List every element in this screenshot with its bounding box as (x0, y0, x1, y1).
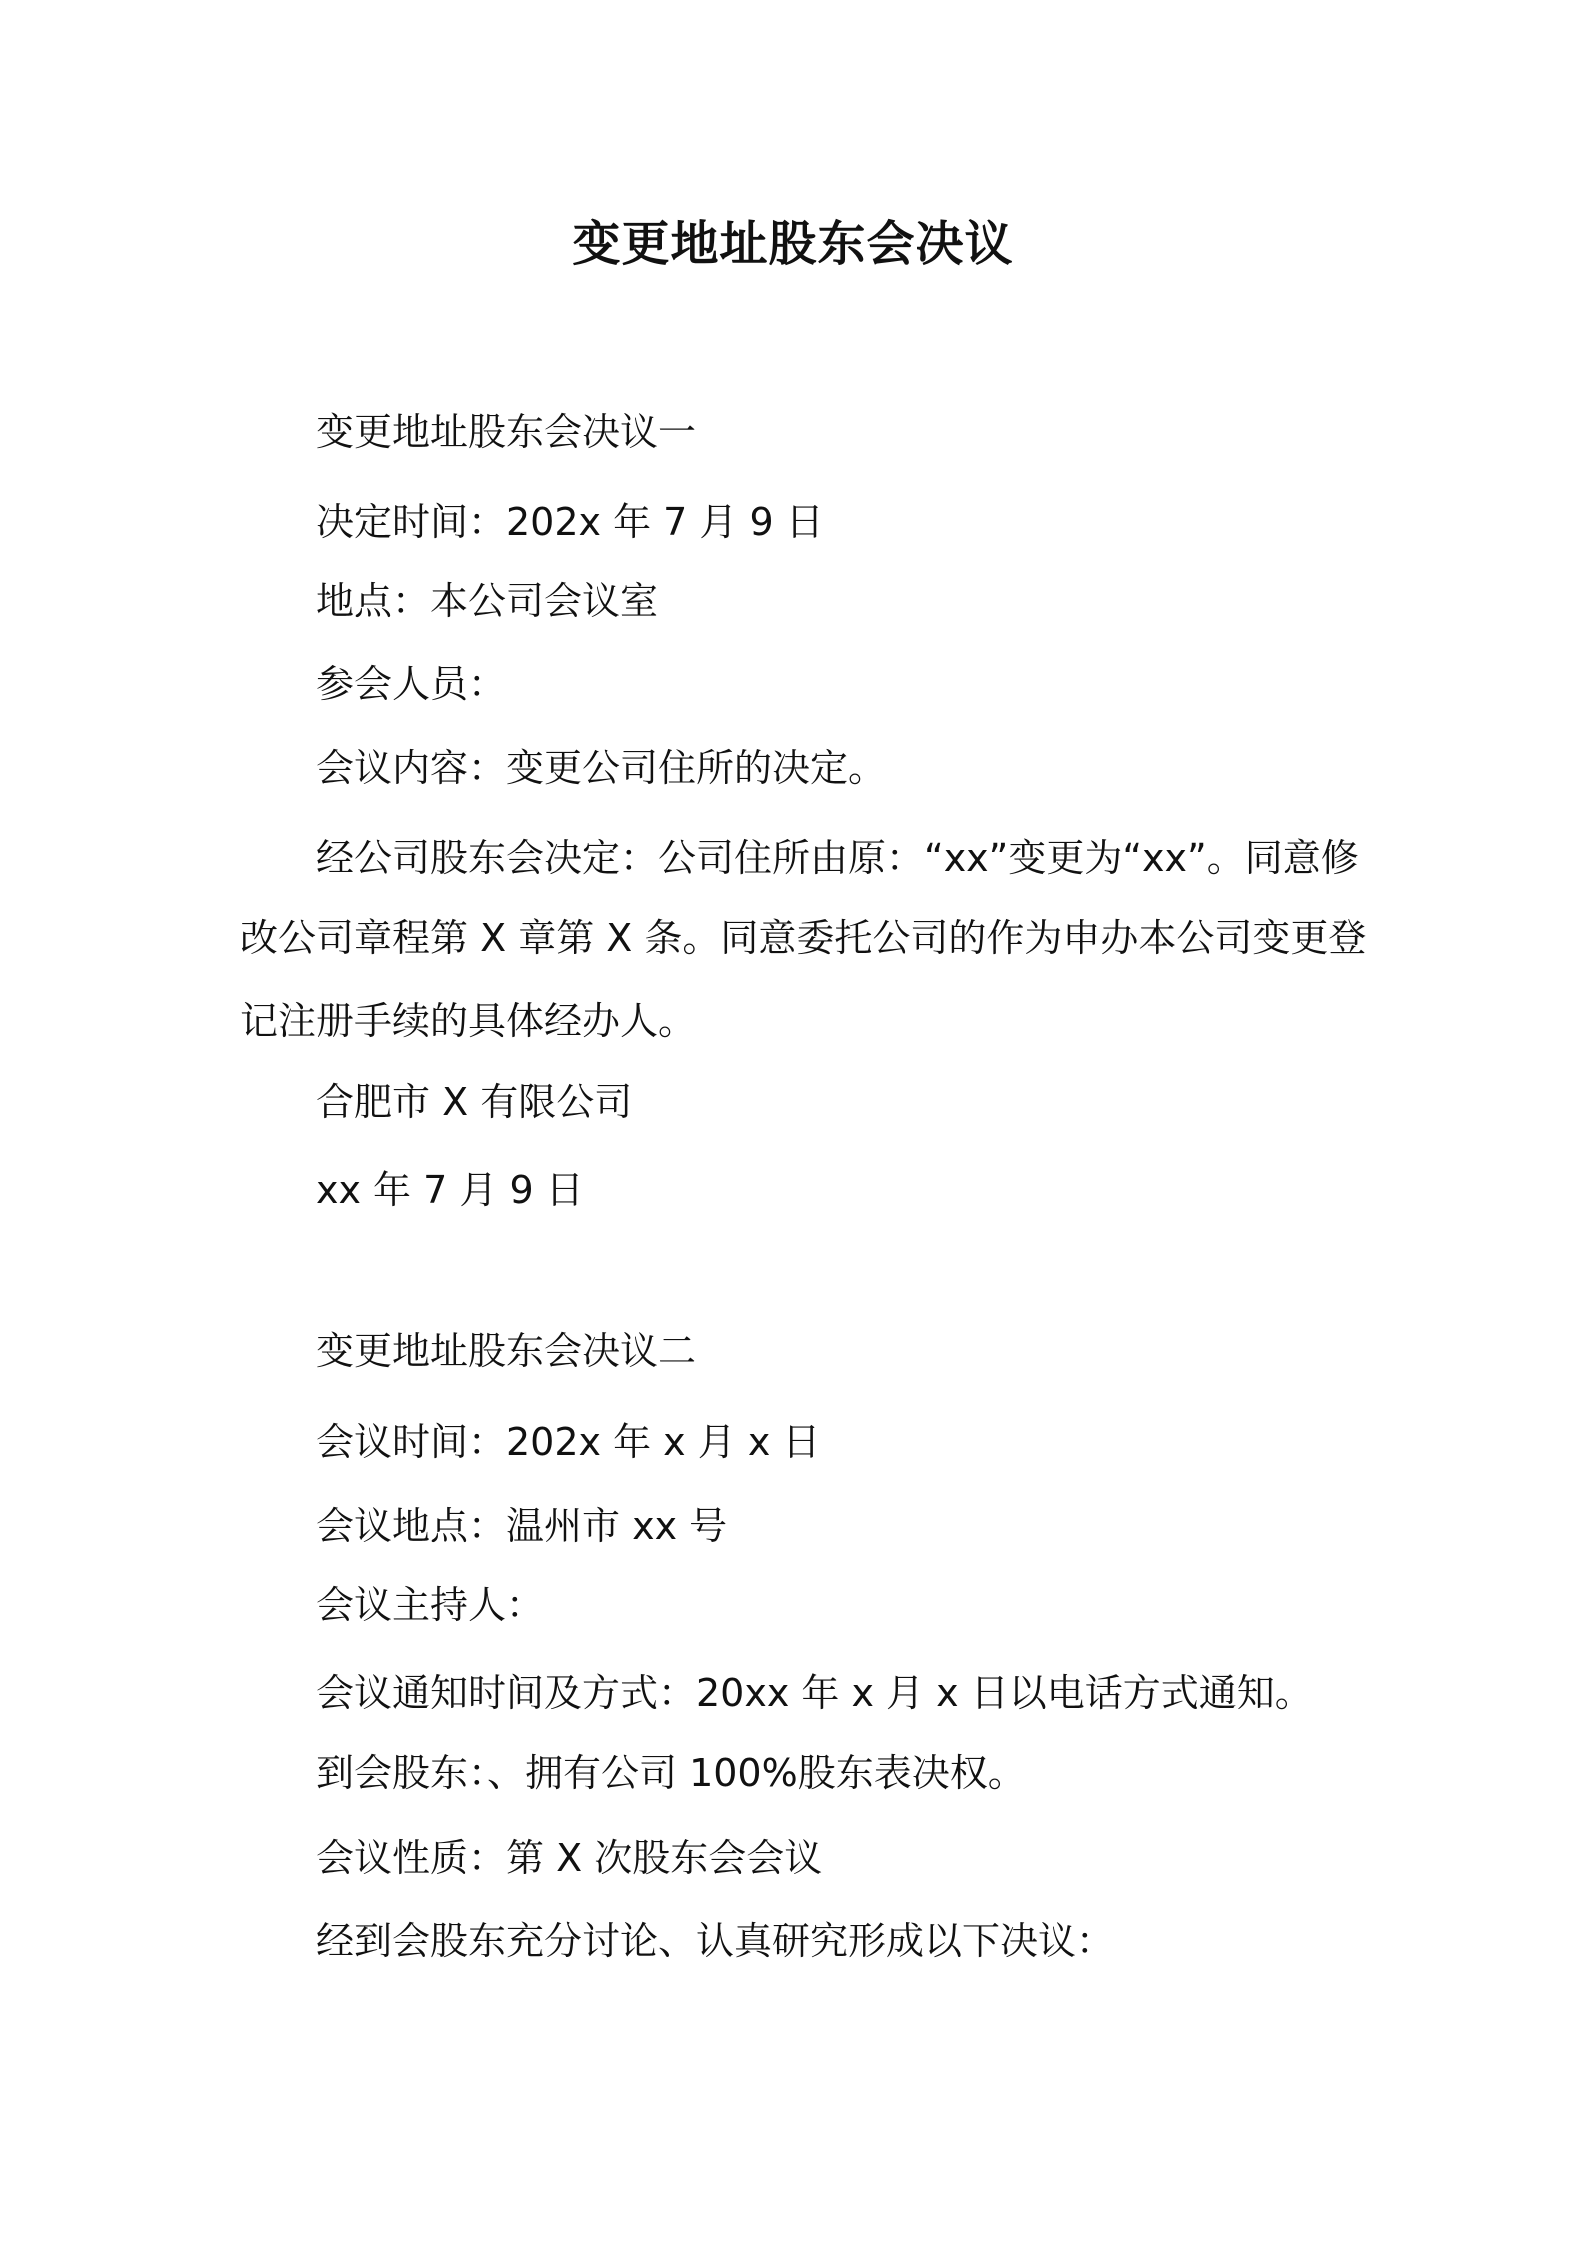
section2-notice: 会议通知时间及方式：20xx 年 x 月 x 日以电话方式通知。 (316, 1671, 1313, 1715)
section1-place: 地点：本公司会议室 (316, 579, 659, 623)
section1-company: 合肥市 X 有限公司 (316, 1080, 633, 1124)
section2-host: 会议主持人： (316, 1583, 545, 1627)
section1-resolution-line3: 记注册手续的具体经办人。 (240, 999, 697, 1043)
section2-nature: 会议性质：第 X 次股东会会议 (316, 1836, 823, 1880)
section1-heading: 变更地址股东会决议一 (316, 410, 697, 454)
section1-attendees: 参会人员： (316, 662, 507, 706)
section1-time: 决定时间：202x 年 7 月 9 日 (316, 500, 824, 544)
document-title: 变更地址股东会决议 (572, 216, 1014, 272)
section2-discussion: 经到会股东充分讨论、认真研究形成以下决议： (316, 1919, 1115, 1963)
section2-place: 会议地点：温州市 xx 号 (316, 1504, 728, 1548)
section2-heading: 变更地址股东会决议二 (316, 1329, 697, 1373)
section1-resolution-line2: 改公司章程第 X 章第 X 条。同意委托公司的作为申办本公司变更登 (240, 916, 1367, 960)
section1-content: 会议内容：变更公司住所的决定。 (316, 746, 887, 790)
section2-shareholders: 到会股东：、拥有公司 100%股东表决权。 (316, 1751, 1026, 1795)
section2-time: 会议时间：202x 年 x 月 x 日 (316, 1420, 821, 1464)
section1-resolution-line1: 经公司股东会决定：公司住所由原：“xx”变更为“xx”。同意修 (316, 836, 1359, 880)
section1-date: xx 年 7 月 9 日 (316, 1168, 584, 1212)
